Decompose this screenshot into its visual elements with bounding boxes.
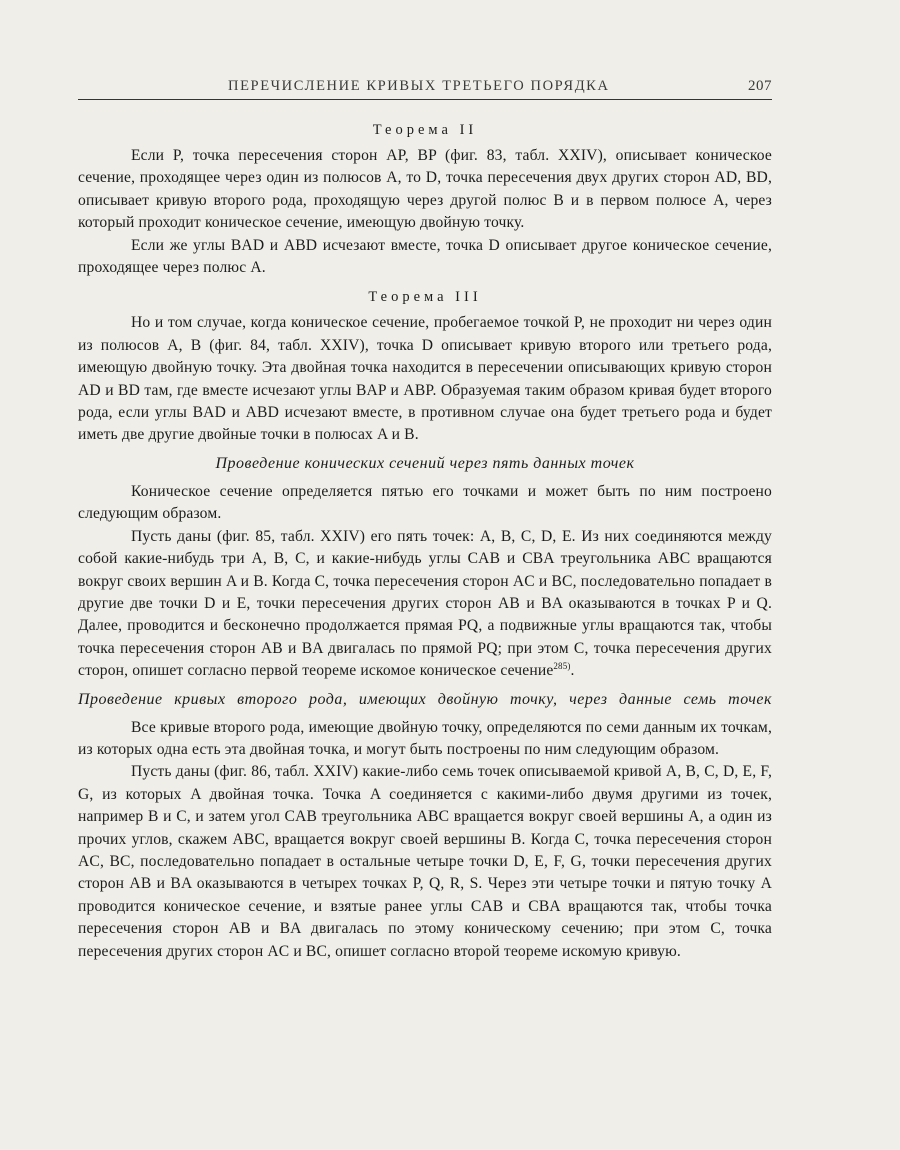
theorem-3-heading: Теорема III	[368, 289, 482, 306]
curves-paragraph-1: Все кривые второго рода, имеющие двойную точку, определяются по семи данным их точкам, из которых одна есть эта двойная точка, и могут быть построены по ним следующим образом.	[78, 718, 772, 758]
theorem-3-paragraph-1: Но и том случае, когда коническое сечение, пробегаемое точкой P, не проходит ни через один из полюсов A, B (фиг. 84, табл. XXIV), точка D описывает кривую второго или третьего рода, имеющую двойную точку. Эта двойная точка находится в пересечении описывающих кривую сторон AD и BD там, где вместе исчезают углы BAP и ABP. Образуемая таким образом кривая будет второго рода, если углы BAD и ABD исчезают вместе, в противном случае она будет третьего рода и будет иметь две другие двойные точки в полюсах A и B.	[78, 314, 772, 444]
conic-paragraph-2: Пусть даны (фиг. 85, табл. XXIV) его пять точек: A, B, C, D, E. Из них соединяются между собой какие-нибудь три A, B, C, и какие-нибудь углы CAB и CBA треугольника ABC вращаются вокруг своих вершин A и B. Когда C, точка пересечения сторон AC и BC, последовательно попадает в другие две точки D и E, точки пересечения других сторон AB и BA оказываются в точках P и Q. Далее, проводится и бесконечно продолжается прямая PQ, а подвижные углы вращаются так, чтобы точка пересечения сторон AB и BA двигалась по прямой PQ; при этом C, точка пересечения других сторон, опишет согласно первой теореме искомое коническое сечение$^{285)}$.	[78, 527, 772, 680]
theorem-2-paragraph-2: Если же углы BAD и ABD исчезают вместе, точка D описывает другое коническое сечение, проходящее через полюс A.	[78, 236, 772, 277]
theorem-2-paragraph-1: Если P, точка пересечения сторон AP, BP (фиг. 83, табл. XXIV), описывает коническое сечение, проходящее через один из полюсов A, то D, точка пересечения двух других сторон AD, BD, описывает кривую второго рода, проходящую через другой полюс B и в первом полюсе A, через который проходит коническое сечение, имеющую двойную точку.	[78, 147, 772, 232]
theorem-2-heading: Теорема II	[372, 122, 478, 138]
footnote-ref-285: 285)	[553, 660, 571, 671]
conic-paragraph-2-text: Пусть даны (фиг. 85, табл. XXIV) его пять точек: A, B, C, D, E. Из них соединяются между собой какие-нибудь три A, B, C, и какие-нибудь углы CAB и CBA треугольника ABC вращаются вокруг своих вершин A и B. Когда C, точка пересечения сторон AC и BC, последовательно попадает в другие две точки D и E, точки пересечения других сторон AB и BA оказываются в точках P и Q. Далее, проводится и бесконечно продолжается прямая PQ, а подвижные углы вращаются так, чтобы точка пересечения сторон AB и BA двигалась по прямой PQ; при этом C, точка пересечения других сторон, опишет согласно первой теореме искомое коническое сечение	[78, 527, 772, 680]
curves-paragraph-2: Пусть даны (фиг. 86, табл. XXIV) какие-либо семь точек описываемой кривой A, B, C, D, E, F, G, из которых A двойная точка. Точка A соединяется с какими-либо двумя другими из точек, например B и C, и затем угол CAB треугольника ABC вращается вокруг своей вершины A, а один из прочих углов, скажем ABC, вращается вокруг своей вершины B. Когда C, точка пересечения сторон AC, BC, последовательно попадает в остальные четыре точки D, E, F, G, точки пересечения других сторон AB и BA оказываются в четырех точках P, Q, R, S. Через эти четыре точки и пятую точку A проводится коническое сечение, и взятые ранее углы CAB и CBA вращаются так, чтобы точка пересечения сторон AB и BA двигалась по этому коническому сечению; при этом C, точка пересечения других сторон AC и BC, опишет согласно второй теореме искомую кривую.	[78, 763, 772, 960]
second-kind-curves-heading: Проведение кривых второго рода, имеющих двойную точку, через данные семь точек	[78, 690, 772, 708]
conic-paragraph-1: Коническое сечение определяется пятью его точками и может быть по ним построено следующим образом.	[78, 482, 772, 523]
running-head	[78, 78, 772, 100]
running-head-title: ПЕРЕЧИСЛЕНИЕ КРИВЫХ ТРЕТЬЕГО ПОРЯДКА	[228, 78, 610, 94]
conic-construction-heading: Проведение конических сечений через пять данных точек	[215, 454, 635, 472]
page-number: 207	[748, 78, 772, 94]
